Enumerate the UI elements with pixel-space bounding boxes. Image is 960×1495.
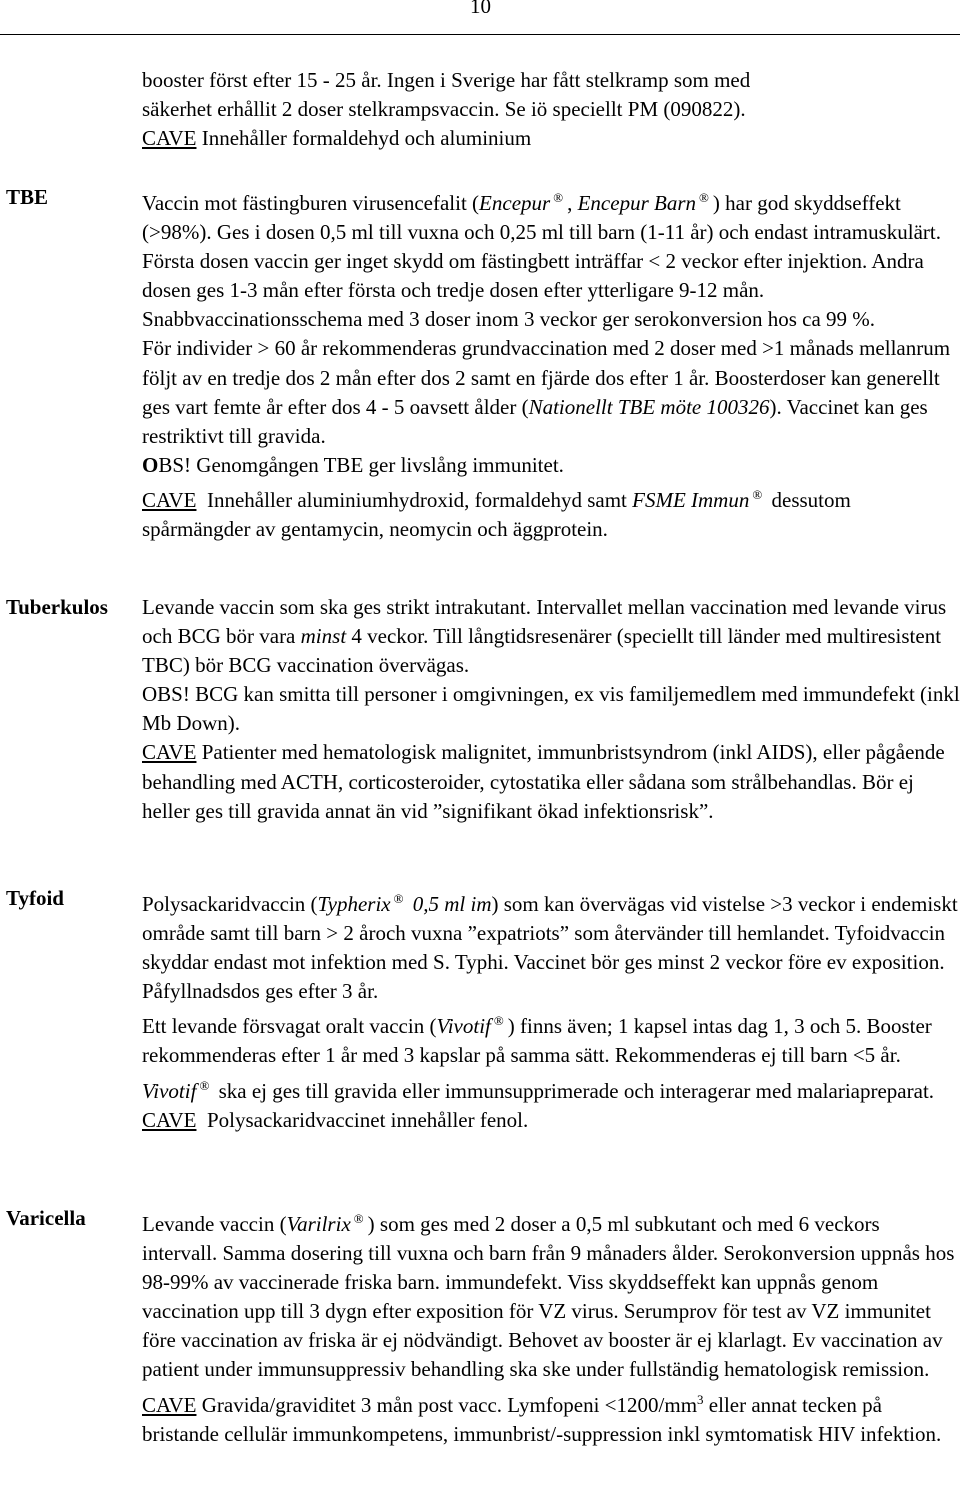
tbe-obs-text: BS! Genomgången TBE ger livslång immunitet. xyxy=(158,452,564,477)
tyfoid-text-run: Polysackaridvaccin ( xyxy=(142,892,318,916)
fsme-immun-name: FSME Immun xyxy=(632,487,750,512)
tbe-label: TBE xyxy=(6,185,49,209)
registered-mark: ® xyxy=(493,1013,504,1029)
intro-cave-text: Innehåller formaldehyd och aluminium xyxy=(196,126,532,151)
tyfoid-text-run: ) finns även; 1 kapsel intas dag 1, 3 och 5. Booster rekommenderas efter 1 år med 3 kapslar på samma sätt. Rekommenderas ej till barn <5 år. xyxy=(142,1014,932,1068)
tbe-cave-text: dessutom spårmängder av gentamycin, neomycin och äggprotein. xyxy=(142,487,851,542)
tbe-cave-text: Innehåller aluminiumhydroxid, formaldehyd samt xyxy=(196,487,633,512)
page-number: 10 xyxy=(470,0,491,18)
tbe-cave xyxy=(142,480,960,544)
tuberkulos-text xyxy=(142,593,960,826)
intro-line-1: booster först efter 15 - 25 år. Ingen i Sverige har fått stelkramp som med xyxy=(142,68,751,92)
tyfoid-paragraph-1 xyxy=(142,884,960,1006)
tyfoid-text-run: ) som kan övervägas vid vistelse >3 veckor i endemiskt område samt till barn > 2 åroch vuxna ”expatriots” som återvänder till hemlandet. Tyfoidvaccin skyddar endast mot infektion med S. Typhi. Vaccinet bör ges minst 2 veckor före ev exposition. Påfyllnadsdos ges efter 3 år. xyxy=(142,892,958,1004)
page-header-rule xyxy=(0,34,960,35)
tyfoid-cave xyxy=(142,1106,960,1135)
tbe-text-run: , xyxy=(567,191,578,215)
cave-label: CAVE xyxy=(142,1107,197,1132)
tbe-text-run: För individer > 60 år rekommenderas grundvaccination med 2 doser med >1 månads mellanrum följt av en tredje dos 2 mån efter dos 2 samt en fjärde dos efter 1 år. Boosterdoser kan generellt ges vart femte år efter dos 4 - 5 oavsett ålder ( xyxy=(142,336,951,419)
cave-label: CAVE xyxy=(142,126,197,151)
tbe-text xyxy=(142,183,960,544)
tbe-text-run: Vaccin mot fästingburen virusencefalit ( xyxy=(142,191,480,215)
tyfoid-cave-text: Polysackaridvaccinet innehåller fenol. xyxy=(196,1107,529,1132)
cave-label: CAVE xyxy=(142,487,197,512)
intro-line-3 xyxy=(142,124,960,153)
varicella-label: Varicella xyxy=(6,1206,86,1230)
registered-mark: ® xyxy=(393,891,404,906)
typherix-dose: 0,5 ml im xyxy=(407,892,492,916)
tuberkulos-label: Tuberkulos xyxy=(6,595,108,619)
registered-mark: ® xyxy=(199,1077,210,1093)
tuberkulos-paragraph-1 xyxy=(142,593,960,680)
tyfoid-label: Tyfoid xyxy=(6,886,64,910)
intro-text xyxy=(142,66,960,153)
vivotif-name: Vivotif xyxy=(436,1014,491,1039)
registered-mark: ® xyxy=(553,190,564,205)
cave-label: CAVE xyxy=(142,1392,197,1417)
emphasis-minst: minst xyxy=(300,624,347,649)
tuberkulos-cave-text: Patienter med hematologisk malignitet, immunbristsyndrom (inkl AIDS), eller pågående behandling med ACTH, corticosteroider, cytostatika eller sådana som strålbehandlas. Bör ej heller ges till gravida annat än vid ”signifikant ökad infektionsrisk”. xyxy=(142,740,945,823)
intro-line-2: säkerhet erhållit 2 doser stelkrampsvaccin. Se iö speciellt PM (090822). xyxy=(142,97,746,122)
tuberkulos-text-run: 4 veckor. Till långtidsresenärer (speciellt till länder med multiresistent TBC) bör BCG vaccination övervägas. xyxy=(142,624,942,678)
tuberkulos-cave xyxy=(142,738,960,825)
superscript-3: 3 xyxy=(697,1391,704,1407)
varicella-text xyxy=(142,1204,960,1449)
varicella-paragraph-1 xyxy=(142,1204,960,1385)
vivotif-name: Vivotif xyxy=(142,1078,197,1103)
tyfoid-paragraph-2 xyxy=(142,1006,960,1105)
typherix-name: Typherix xyxy=(317,892,391,916)
tbe-paragraph-1 xyxy=(142,183,960,334)
tyfoid-text-run: ska ej ges till gravida eller immunsupprimerade och interagerar med malariapreparat. xyxy=(213,1078,935,1103)
registered-mark: ® xyxy=(752,486,763,502)
tuberkulos-obs: OBS! BCG kan smitta till personer i omgivningen, ex vis familjemedlem med immundefekt (inkl Mb Down). xyxy=(142,682,960,736)
varicella-cave-text: Gravida/graviditet 3 mån post vacc. Lymfopeni <1200/mm xyxy=(196,1392,698,1417)
varicella-cave xyxy=(142,1385,960,1449)
varilrix-name: Varilrix xyxy=(286,1212,351,1236)
registered-mark: ® xyxy=(699,190,709,205)
encepur-barn-name: Encepur Barn xyxy=(577,191,696,215)
varicella-text-run: Levande vaccin ( xyxy=(142,1212,287,1236)
registered-mark: ® xyxy=(353,1211,364,1226)
tbe-paragraph-2 xyxy=(142,334,960,450)
varicella-text-run: ) som ges med 2 doser a 0,5 ml subkutant och med 6 veckors intervall. Samma dosering till vuxna och barn från 9 månaders ålder. Serokonversion uppnås hos 98-99% av vaccinerade friska barn. immundefekt. Viss skyddseffekt kan uppnås genom vaccination upp till 3 dygn efter exposition för VZ virus. Serumprov för test av VZ immunitet före vaccination av friska är ej nödvändigt. Behovet av booster är ej klarlagt. Ev vaccination av patient under immunsuppressiv behandling ska ske under fullständig hematologisk remission. xyxy=(142,1212,955,1382)
tbe-reference: Nationellt TBE möte 100326 xyxy=(528,394,770,419)
encepur-name: Encepur xyxy=(479,191,551,215)
obs-bold-letter: O xyxy=(142,452,159,477)
tuberkulos-text-run: Levande vaccin som ska ges strikt intrakutant. Intervallet mellan vaccination med levande virus och BCG bör vara xyxy=(142,595,947,649)
tbe-text-run: ). Vaccinet kan ges restriktivt till gravida. xyxy=(142,394,928,448)
tbe-obs xyxy=(142,451,960,480)
tyfoid-text-run: Ett levande försvagat oralt vaccin ( xyxy=(142,1014,437,1039)
tbe-text-run: ) har god skyddseffekt (>98%). Ges i dosen 0,5 ml till vuxna och 0,25 ml till barn (1-11 år) och endast intramuskulärt. Första dosen vaccin ger inget skydd om fästingbett inträffar < 2 veckor efter injektion. Andra dosen ges 1-3 mån efter första och tredje dosen efter ytterligare 9-12 mån. Snabbvaccinationsschema med 3 doser inom 3 veckor ger serokonversion hos ca 99 %. xyxy=(142,191,941,332)
cave-label: CAVE xyxy=(142,740,197,765)
tyfoid-text xyxy=(142,884,960,1135)
varicella-cave-text: eller annat tecken på bristande cellulär immunkompetens, immunbrist/-suppression inkl symtomatisk HIV infektion. xyxy=(142,1392,942,1446)
